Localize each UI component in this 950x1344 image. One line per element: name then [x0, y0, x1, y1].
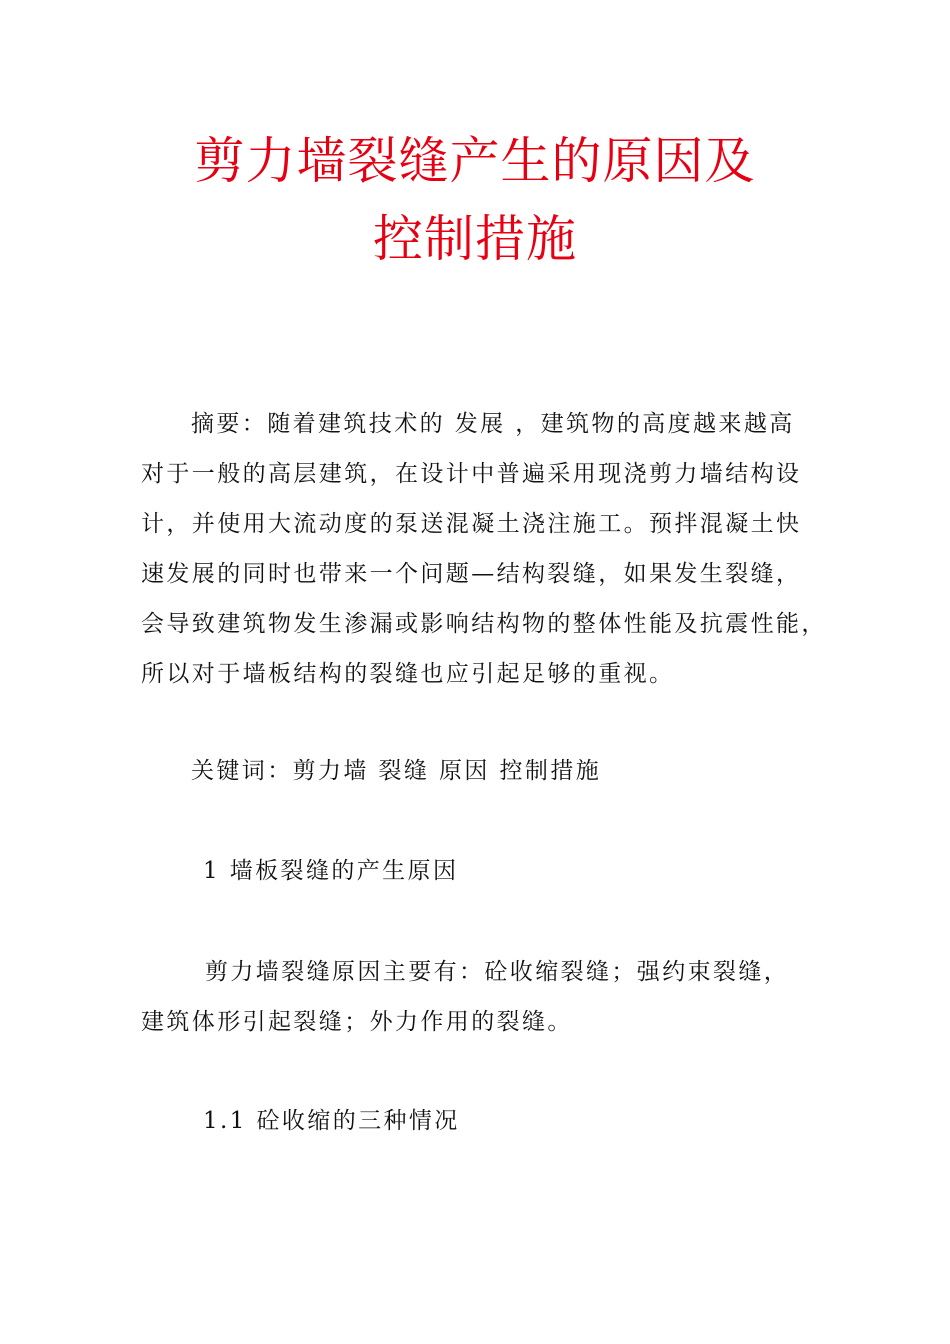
- abstract-line: 速发展的同时也带来一个问题—结构裂缝，如果发生裂缝，: [141, 561, 802, 587]
- abstract-line: 对于一般的高层建筑，在设计中普遍采用现浇剪力墙结构设: [141, 461, 802, 487]
- section-heading-1: [141, 846, 821, 896]
- abstract-line: 计，并使用大流动度的泵送混凝土浇注施工。预拌混凝土快: [141, 511, 802, 537]
- section-heading-text: 1.1 砼收缩的三种情况: [203, 1108, 460, 1134]
- section-heading-1-1: [141, 1096, 821, 1146]
- causes-line: 建筑体形引起裂缝；外力作用的裂缝。: [141, 1009, 573, 1035]
- abstract-line: 摘要：随着建筑技术的 发展 ，建筑物的高度越来越高: [191, 411, 795, 437]
- document-title-line-1: 剪力墙裂缝产生的原因及: [194, 132, 756, 190]
- document-title-line-2: 控制措施: [373, 210, 577, 268]
- abstract-paragraph: [141, 399, 827, 699]
- causes-line: 剪力墙裂缝原因主要有：砼收缩裂缝；强约束裂缝，: [205, 959, 790, 985]
- causes-paragraph: [141, 947, 821, 1047]
- keywords-line: 关键词：剪力墙 裂缝 原因 控制措施: [191, 758, 602, 784]
- section-heading-text: 1 墙板裂缝的产生原因: [203, 858, 459, 884]
- keywords-paragraph: [141, 746, 821, 796]
- abstract-line: 会导致建筑物发生渗漏或影响结构物的整体性能及抗震性能，: [141, 611, 827, 637]
- abstract-line: 所以对于墙板结构的裂缝也应引起足够的重视。: [141, 661, 675, 687]
